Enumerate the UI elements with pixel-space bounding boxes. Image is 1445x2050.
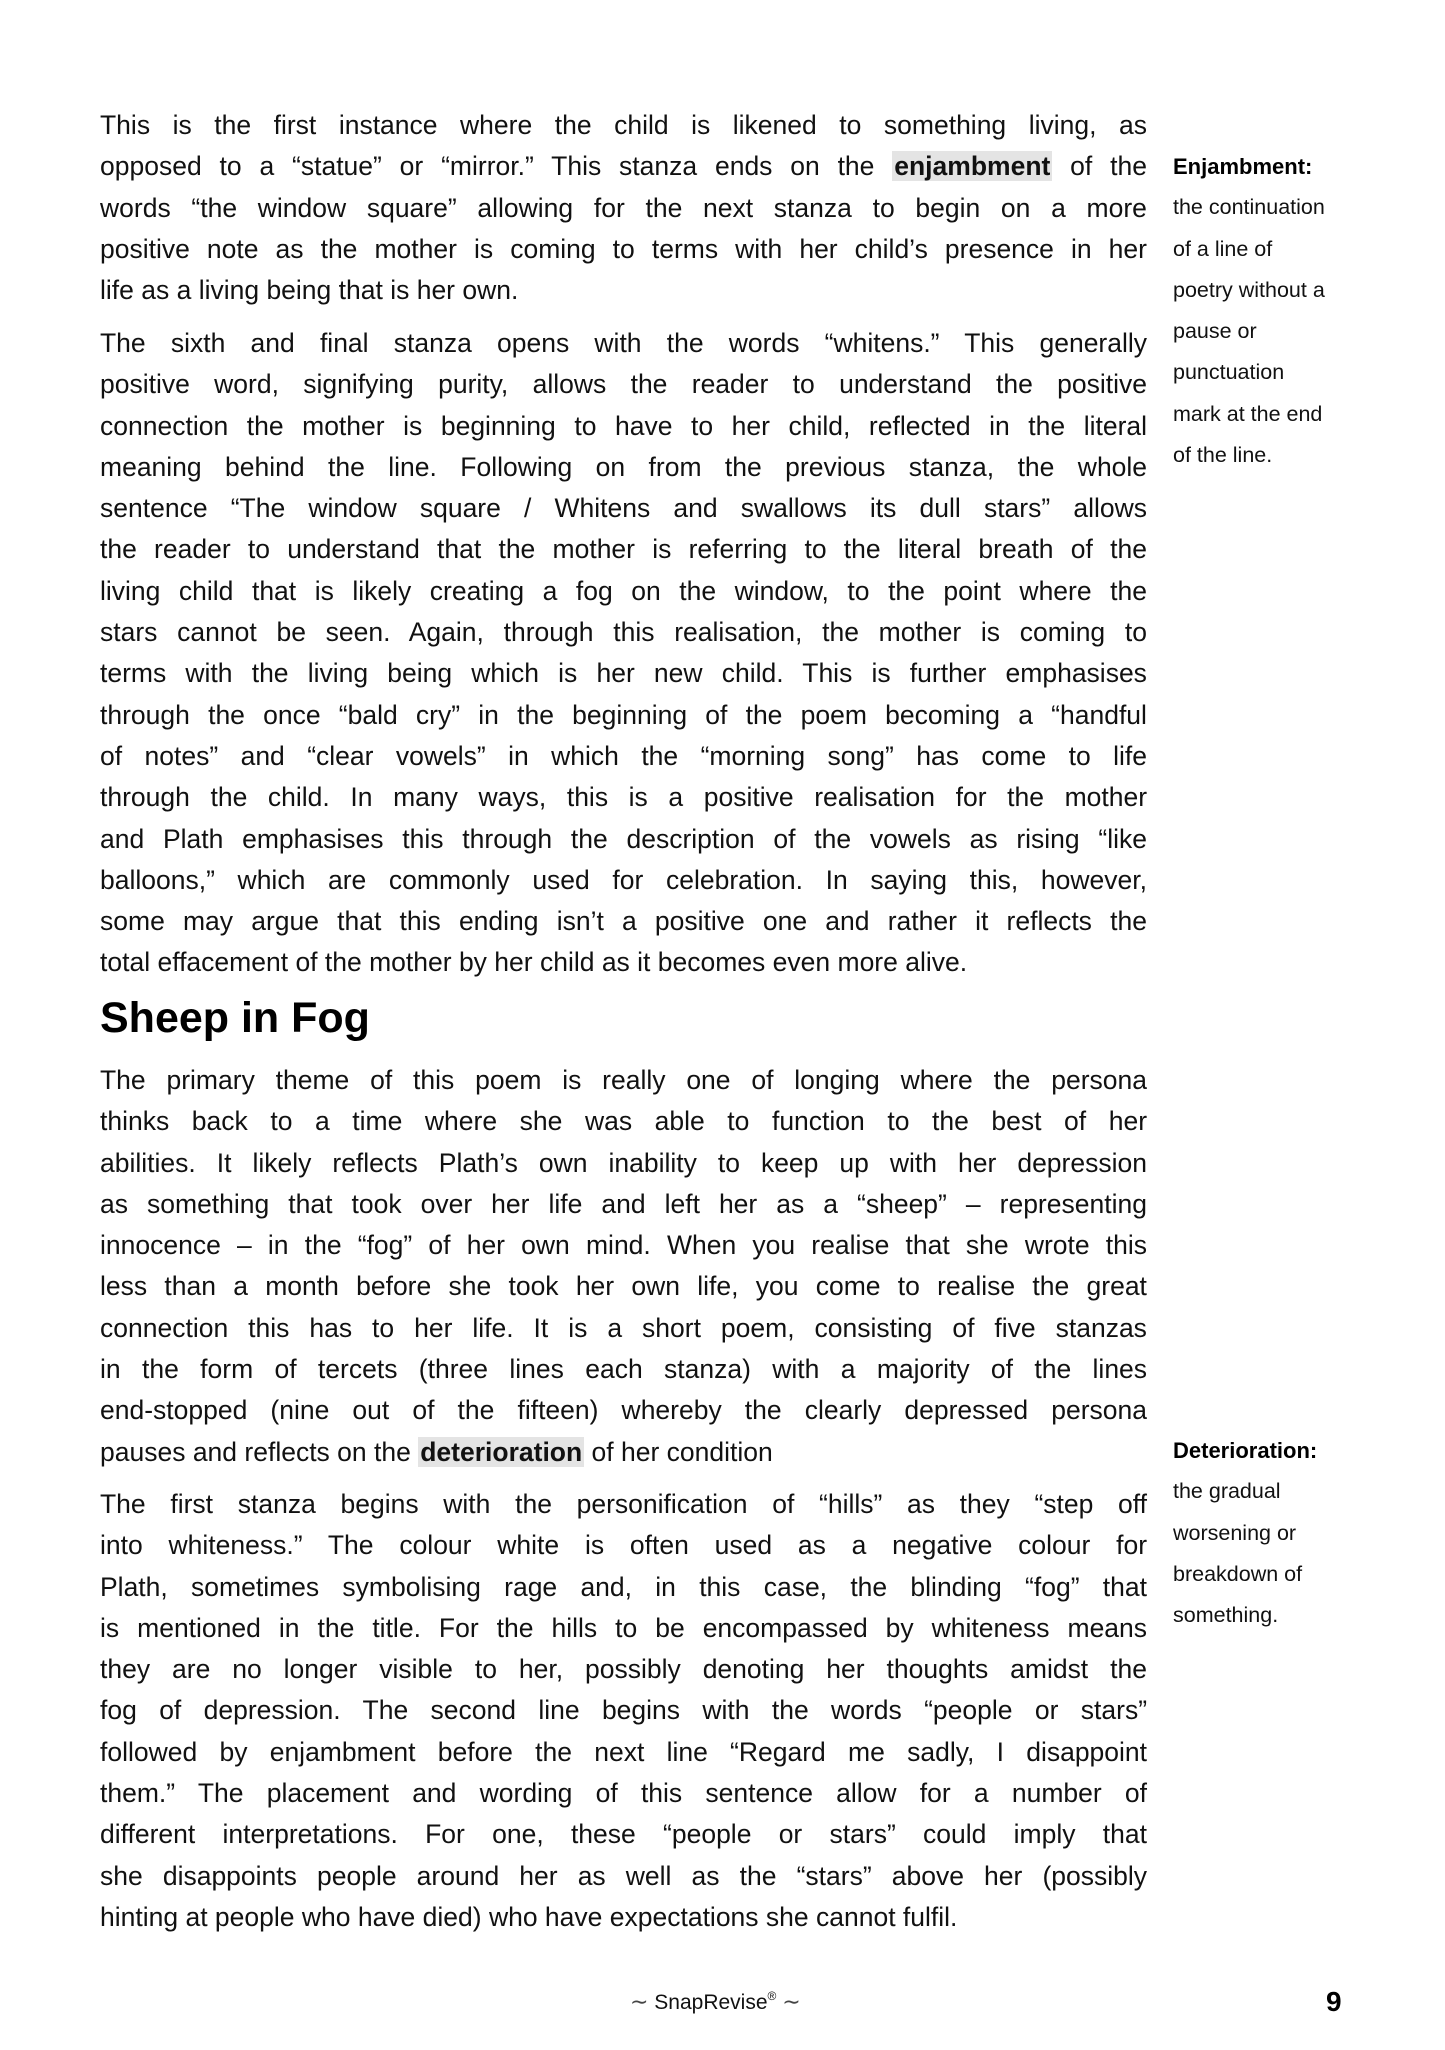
text-line: is mentioned in the title. For the hills to be encompassed by whiteness means [100,1612,1148,1643]
text-line: The first stanza begins with the personification of “hills” as they “step off [100,1489,1148,1519]
text-line: as something that took over her life and left her as a “sheep” – representing [100,1188,1147,1219]
glossary-note-enjambment [1173,146,1413,476]
page-number: 9 [1326,1986,1342,2017]
text-line: opposed to a “statue” or “mirror.” This stanza ends on the enjambment of the [100,151,1147,182]
text-line: stars cannot be seen. Again, through this realisation, the mother is coming to [100,617,1148,648]
text-line: hinting at people who have died) who have expectations she cannot fulfil. [100,1901,958,1932]
text-line: through the once “bald cry” in the beginning of the poem becoming a “handful [100,699,1147,730]
text-line: thinks back to a time where she was able to function to the best of her [100,1106,1148,1137]
text-line: balloons,” which are commonly used for celebration. In saying this, however, [100,864,1147,895]
text-line: different interpretations. For one, these “people or stars” could imply that [100,1819,1147,1850]
text-line: them.” The placement and wording of this sentence allow for a number of [100,1778,1148,1809]
registered-mark-icon: ® [767,1989,777,2003]
text-line: connection this has to her life. It is a short poem, consisting of five stanzas [100,1312,1147,1343]
text-line: the reader to understand that the mother is referring to the literal breath of the [100,534,1147,565]
text-line: connection the mother is beginning to have to her child, reflected in the literal [100,410,1148,441]
glossary-definition-line: poetry without a [1173,277,1325,302]
tilde-left-icon: ∼ [630,1989,649,2014]
glossary-definition-line: the gradual [1173,1479,1281,1504]
text-line: and Plath emphasises this through the description of the vowels as rising “like [100,823,1147,854]
page-footer [0,1988,1445,2018]
text-line: living child that is likely creating a fog on the window, to the point where the [100,575,1147,606]
glossary-definition-line: the continuation [1173,195,1325,220]
glossary-definition-line: worsening or [1173,1520,1297,1545]
glossary-definition-line: punctuation [1173,360,1285,385]
text-line: positive word, signifying purity, allows the reader to understand the positive [100,369,1148,400]
paragraph-sheep-in-fog-first-stanza [100,1484,1147,1938]
paragraph-morning-song-stanza-6 [100,323,1147,984]
text-line: they are no longer visible to her, possibly denoting her thoughts amidst the [100,1654,1147,1685]
text-line: in the form of tercets (three lines each stanza) with a majority of the lines [100,1354,1148,1385]
text-line: she disappoints people around her as well as the “stars” above her (possibly [100,1860,1148,1891]
text-line: positive note as the mother is coming to terms with her child’s presence in her [100,233,1147,264]
glossary-definition-line: breakdown of [1173,1561,1303,1586]
tilde-right-icon: ∼ [782,1989,801,2014]
text-line: followed by enjambment before the next line “Regard me sadly, I disappoint [100,1736,1148,1767]
brand-name: SnapRevise [654,1991,768,2014]
text-line: This is the first instance where the child is likened to something living, as [100,110,1147,140]
text-line: pauses and reflects on the deterioration of her condition [100,1436,773,1467]
section-heading-sheep-in-fog: Sheep in Fog [100,994,370,1042]
paragraph-sheep-in-fog-intro [100,1060,1147,1473]
text-line: end-stopped (nine out of the fifteen) whereby the clearly depressed persona [100,1395,1147,1426]
glossary-term: Enjambment: [1173,154,1313,179]
text-line: sentence “The window square / Whitens and swallows its dull stars” allows [100,493,1147,524]
glossary-definition-line: something. [1173,1603,1279,1628]
glossary-note-deterioration [1173,1430,1413,1636]
text-line: through the child. In many ways, this is a positive realisation for the mother [100,782,1148,813]
paragraph-morning-song-stanza-5 [100,105,1147,311]
brand-footer [630,1988,801,2017]
text-line: fog of depression. The second line begins with the words “people or stars” [100,1695,1148,1726]
highlighted-glossary-term: deterioration [420,1436,583,1467]
glossary-term: Deterioration: [1173,1438,1318,1463]
text-line: life as a living being that is her own. [100,275,519,306]
text-line: abilities. It likely reflects Plath’s own inability to keep up with her depression [100,1147,1147,1178]
glossary-definition-line: pause or [1173,319,1257,344]
text-line: Plath, sometimes symbolising rage and, in this case, the blinding “fog” that [100,1571,1148,1602]
text-line: some may argue that this ending isn’t a positive one and rather it reflects the [100,906,1147,937]
glossary-definition [1173,187,1413,476]
text-line: meaning behind the line. Following on from the previous stanza, the whole [100,451,1148,482]
glossary-definition [1173,1471,1413,1636]
text-line: of notes” and “clear vowels” in which the “morning song” has come to life [100,740,1147,771]
glossary-definition-line: of a line of [1173,236,1273,261]
text-line: The primary theme of this poem is really one of longing where the persona [100,1065,1147,1095]
text-line: The sixth and final stanza opens with the words “whitens.” This generally [100,328,1148,358]
text-line: less than a month before she took her own life, you come to realise the great [100,1271,1147,1302]
glossary-definition-line: of the line. [1173,443,1273,468]
text-line: innocence – in the “fog” of her own mind. When you realise that she wrote this [100,1230,1148,1261]
text-line: words “the window square” allowing for the next stanza to begin on a more [100,192,1147,223]
text-line: terms with the living being which is her new child. This is further emphasises [100,658,1147,689]
text-line: total effacement of the mother by her child as it becomes even more alive. [100,947,968,978]
text-line: into whiteness.” The colour white is often used as a negative colour for [100,1530,1148,1561]
highlighted-glossary-term: enjambment [894,151,1051,182]
glossary-definition-line: mark at the end [1173,401,1323,426]
